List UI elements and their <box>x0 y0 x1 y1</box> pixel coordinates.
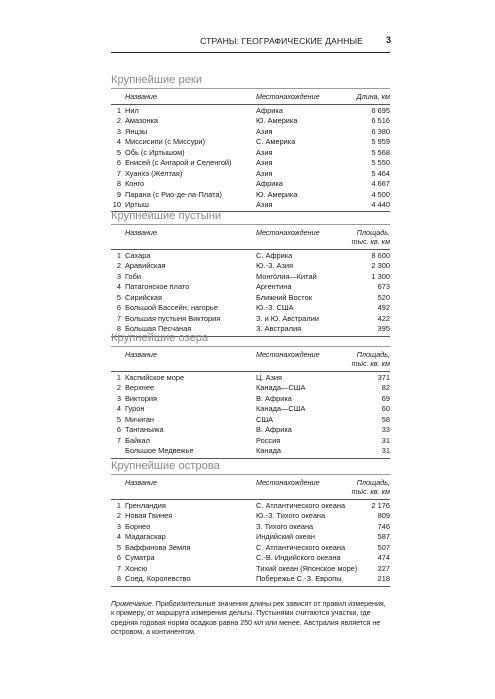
row-location: Африка <box>256 106 283 115</box>
row-location: Тихий океан (Японское море) <box>256 563 358 573</box>
column-header-name: Название <box>125 478 157 487</box>
row-name: Хонсю <box>125 563 148 573</box>
islands-title: Крупнейшие острова <box>111 460 220 472</box>
row-value: 474 <box>377 553 390 563</box>
deserts-rows <box>111 251 390 335</box>
table-row <box>111 564 390 574</box>
row-number: 3 <box>116 521 121 531</box>
table-row <box>111 383 390 393</box>
row-location: Азия <box>256 199 273 209</box>
row-location: Ю.-З. Азия <box>256 261 294 271</box>
row-number: 8 <box>116 324 121 334</box>
row-name: Сахара <box>125 251 151 260</box>
column-header-name: Название <box>125 92 157 101</box>
row-number: 4 <box>116 137 121 147</box>
table-row <box>111 303 390 313</box>
row-number: 10 <box>112 199 121 209</box>
column-header-area-line2: тыс. кв. км <box>351 487 390 496</box>
column-header-length: Длина, км <box>356 92 390 101</box>
row-value: 69 <box>381 393 390 403</box>
row-number: 4 <box>116 404 121 414</box>
row-value: 5 464 <box>371 168 390 178</box>
column-header-location: Местонахождение <box>256 92 320 101</box>
table-row <box>111 158 390 168</box>
row-name: Байкал <box>125 435 150 445</box>
deserts-section <box>111 209 390 337</box>
row-value: 6 380 <box>371 126 390 136</box>
table-row <box>111 501 390 511</box>
column-header-area <box>352 478 390 496</box>
row-name: Гоби <box>125 271 141 281</box>
row-number: 4 <box>116 532 121 542</box>
table-row <box>111 314 390 324</box>
row-value: 4 440 <box>371 199 390 209</box>
table-row <box>111 415 390 425</box>
row-number: 2 <box>116 116 121 126</box>
row-value: 507 <box>377 542 390 552</box>
row-value: 58 <box>381 414 390 424</box>
row-value: 422 <box>377 313 390 323</box>
row-number: 7 <box>116 313 121 323</box>
row-name: Борнео <box>125 521 151 531</box>
deserts-title: Крупнейшие пустыни <box>111 210 222 222</box>
row-value: 33 <box>381 425 390 435</box>
row-location: Ближний Восток <box>256 292 312 302</box>
rivers-table-header <box>111 92 390 102</box>
row-number: 2 <box>116 383 121 393</box>
row-number: 2 <box>116 261 121 271</box>
row-name: Танганьика <box>125 425 164 435</box>
row-number: 5 <box>116 542 121 552</box>
row-location: Азия <box>256 126 273 136</box>
row-name: Обь (с Иртышом) <box>125 147 185 157</box>
islands-section <box>111 459 390 587</box>
table-row <box>111 543 390 553</box>
row-name: Енисей (с Ангарой и Селенгой) <box>125 158 232 168</box>
row-value: 520 <box>377 292 390 302</box>
column-header-area-line1: Площадь, <box>356 228 390 237</box>
lakes-title: Крупнейшие озера <box>111 332 209 344</box>
row-value: 31 <box>381 435 390 445</box>
row-value: 6 695 <box>371 106 390 115</box>
row-number: 6 <box>116 553 121 563</box>
row-name: Гурон <box>125 404 145 414</box>
row-number: 5 <box>116 414 121 424</box>
row-value: 2 176 <box>371 501 390 510</box>
row-location: Аргентина <box>256 282 292 292</box>
row-location: Ю. Америка <box>256 116 298 126</box>
row-value: 809 <box>377 511 390 521</box>
row-number: 2 <box>116 511 121 521</box>
table-row <box>111 373 390 383</box>
page-number: 3 <box>386 35 392 45</box>
rivers-section <box>111 73 390 212</box>
row-location: С. Америка <box>256 137 296 147</box>
row-location: Побережье С.-З. Европы <box>256 574 342 584</box>
row-location: С. Атлантического океана <box>256 542 346 552</box>
row-name: Гренландия <box>125 501 166 510</box>
header-rule <box>111 52 390 53</box>
row-name: Большая пустыня Виктория <box>125 313 221 323</box>
row-number: 3 <box>116 271 121 281</box>
row-name: Миссисипи (с Миссури) <box>125 137 206 147</box>
section-rule <box>111 474 390 475</box>
row-number: 1 <box>116 373 121 382</box>
row-location: Азия <box>256 158 273 168</box>
row-name: Мадагаскар <box>125 532 166 542</box>
row-value: 227 <box>377 563 390 573</box>
row-location: Азия <box>256 147 273 157</box>
row-value: 492 <box>377 303 390 313</box>
row-name: Сирийская <box>125 292 163 302</box>
row-value: 31 <box>381 446 390 456</box>
table-row <box>111 169 390 179</box>
row-value: 371 <box>377 373 390 382</box>
row-number: 1 <box>116 106 121 115</box>
table-row <box>111 106 390 116</box>
row-location: Канада—США <box>256 404 306 414</box>
section-rule <box>111 346 390 347</box>
column-header-area-line1: Площадь, <box>356 350 390 359</box>
row-number: 8 <box>116 179 121 189</box>
row-value: 5 550 <box>371 158 390 168</box>
section-rule <box>111 88 390 89</box>
row-number: 7 <box>116 563 121 573</box>
row-name: Соед. Королевство <box>125 574 191 584</box>
row-location: З. Тихого океана <box>256 521 314 531</box>
rivers-rows <box>111 106 390 210</box>
row-value: 5 568 <box>371 147 390 157</box>
row-location: З. и Ю. Австралии <box>256 313 319 323</box>
table-row <box>111 574 390 584</box>
row-name: Аравийская <box>125 261 166 271</box>
running-header-title: СТРАНЫ: ГЕОГРАФИЧЕСКИЕ ДАННЫЕ <box>200 36 363 46</box>
row-value: 5 959 <box>371 137 390 147</box>
row-location: Индийский океан <box>256 532 315 542</box>
row-number: 6 <box>116 425 121 435</box>
column-header-area-line2: тыс. кв. км <box>351 237 390 246</box>
row-location: С. Африка <box>256 251 293 260</box>
row-name: Новая Гвинея <box>125 511 173 521</box>
row-number: 7 <box>116 435 121 445</box>
row-name: Нил <box>125 106 139 115</box>
row-value: 6 516 <box>371 116 390 126</box>
table-row <box>111 179 390 189</box>
section-rule <box>111 224 390 225</box>
table-row <box>111 394 390 404</box>
row-number: 5 <box>116 147 121 157</box>
row-location: Ц. Азия <box>256 373 283 382</box>
table-header-rule <box>111 104 390 105</box>
table-row <box>111 522 390 532</box>
row-name: Большая Песчаная <box>125 324 192 334</box>
row-location: Канада <box>256 446 282 456</box>
column-header-area-line1: Площадь, <box>356 478 390 487</box>
table-row <box>111 261 390 271</box>
table-row <box>111 404 390 414</box>
row-value: 4 500 <box>371 189 390 199</box>
row-number: 9 <box>116 189 121 199</box>
islands-rows <box>111 501 390 585</box>
row-location: С.-В. Индийского океана <box>256 553 341 563</box>
row-location: В. Африка <box>256 393 292 403</box>
row-name: Виктория <box>125 393 158 403</box>
row-location: США <box>256 414 274 424</box>
row-location: Монголия—Китай <box>256 271 317 281</box>
column-header-name: Название <box>125 350 157 359</box>
column-header-location: Местонахождение <box>256 228 320 237</box>
row-location: В. Африка <box>256 425 292 435</box>
row-name: Иртыш <box>125 199 149 209</box>
row-name: Каспийское море <box>125 373 185 382</box>
table-row <box>111 137 390 147</box>
row-number: 4 <box>116 282 121 292</box>
row-location: Ю.-З. Тихого океана <box>256 511 326 521</box>
column-header-name: Название <box>125 228 157 237</box>
row-name: Большое Медвежье <box>125 446 194 456</box>
table-row <box>111 446 390 456</box>
row-name: Амазонка <box>125 116 159 126</box>
column-header-location: Местонахождение <box>256 350 320 359</box>
footnote-text: Приблизительные значения длины рек зависят от правил измерения, к примеру, от маршрута измерения дельты. Пустынями считаются участки, где средняя годовая норма осадков равна 250 мл или менее. Австралия является не островом, а континентом. <box>111 600 386 637</box>
table-row <box>111 553 390 563</box>
row-name: Верхнее <box>125 383 155 393</box>
row-location: Ю. Америка <box>256 189 298 199</box>
row-number: 6 <box>116 303 121 313</box>
row-name: Баффинова Земля <box>125 542 191 552</box>
table-header-rule <box>111 499 390 500</box>
row-name: Мичиган <box>125 414 154 424</box>
row-location: С. Атлантического океана <box>256 501 346 510</box>
row-location: Африка <box>256 179 283 189</box>
rivers-title: Крупнейшие реки <box>111 74 203 86</box>
column-header-area-line2: тыс. кв. км <box>351 359 390 368</box>
row-value: 82 <box>381 383 390 393</box>
row-number: 1 <box>116 501 121 510</box>
table-row <box>111 425 390 435</box>
column-header-location: Местонахождение <box>256 478 320 487</box>
table-header-rule <box>111 371 390 372</box>
table-row <box>111 148 390 158</box>
row-number: 3 <box>116 126 121 136</box>
row-value: 395 <box>377 324 390 334</box>
row-location: Россия <box>256 435 281 445</box>
running-header <box>0 36 495 50</box>
row-name: Хуанхэ (Желтая) <box>125 168 183 178</box>
row-location: З. Австралия <box>256 324 302 334</box>
column-header-area <box>352 228 390 246</box>
table-row <box>111 127 390 137</box>
row-number: 8 <box>116 574 121 584</box>
column-header-area <box>352 350 390 368</box>
lakes-section <box>111 331 390 459</box>
table-row <box>111 532 390 542</box>
row-name: Конго <box>125 179 145 189</box>
table-row <box>111 190 390 200</box>
row-value: 4 667 <box>371 179 390 189</box>
row-value: 587 <box>377 532 390 542</box>
row-name: Суматра <box>125 553 155 563</box>
row-value: 673 <box>377 282 390 292</box>
row-number: 7 <box>116 168 121 178</box>
row-location: Канада—США <box>256 383 306 393</box>
row-number: 5 <box>116 292 121 302</box>
table-row <box>111 293 390 303</box>
lakes-rows <box>111 373 390 457</box>
row-number: 6 <box>116 158 121 168</box>
footnote <box>111 600 390 638</box>
row-number: 3 <box>116 393 121 403</box>
row-value: 8 600 <box>371 251 390 260</box>
row-value: 60 <box>381 404 390 414</box>
row-value: 2 300 <box>371 261 390 271</box>
row-name: Янцзы <box>125 126 148 136</box>
lakes-table-header <box>111 350 390 369</box>
table-row <box>111 282 390 292</box>
row-name: Большой Бассейн, нагорье <box>125 303 218 313</box>
footnote-label: Примечание. <box>111 600 154 608</box>
table-row <box>111 251 390 261</box>
row-number: 1 <box>116 251 121 260</box>
row-name: Парана (с Рио-де-ла-Плата) <box>125 189 222 199</box>
table-row <box>111 272 390 282</box>
row-name: Патагонское плато <box>125 282 190 292</box>
islands-table-header <box>111 478 390 497</box>
table-header-rule <box>111 249 390 250</box>
table-row <box>111 436 390 446</box>
table-row <box>111 511 390 521</box>
row-location: Азия <box>256 168 273 178</box>
row-value: 746 <box>377 521 390 531</box>
row-value: 218 <box>377 574 390 584</box>
table-bottom-rule <box>111 586 390 587</box>
deserts-table-header <box>111 228 390 247</box>
table-row <box>111 116 390 126</box>
row-location: Ю.-З. США <box>256 303 294 313</box>
row-value: 1 300 <box>371 271 390 281</box>
